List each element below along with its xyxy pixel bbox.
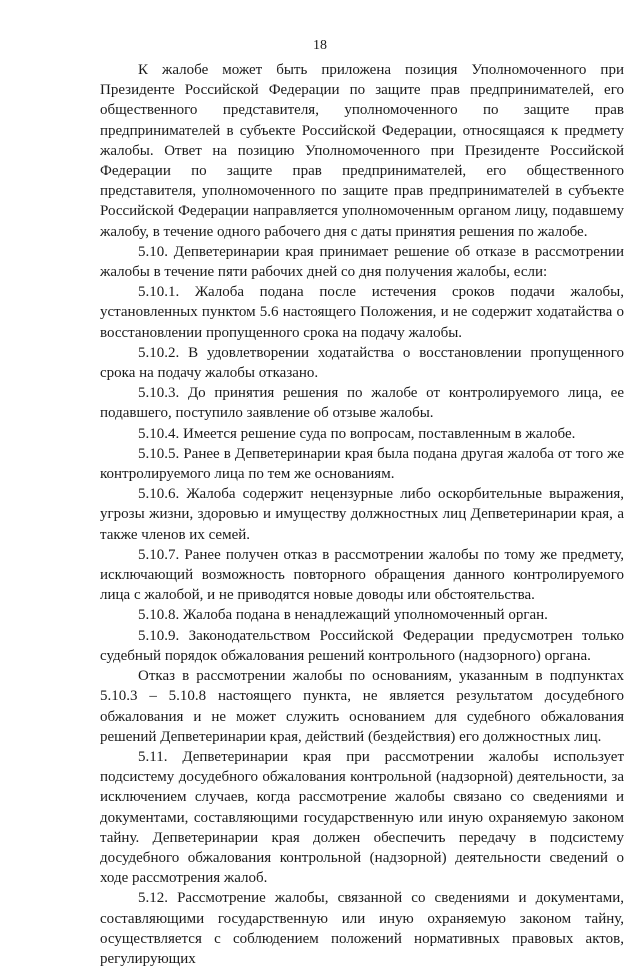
paragraph-5-10-5: 5.10.5. Ранее в Депветеринарии края была подана другая жалоба от того же контролируемого лица по тем же основаниям.: [100, 445, 624, 483]
paragraph-5-10-9: 5.10.9. Законодательством Российской Федерации предусмотрен только судебный порядок обжалования решений контрольного (надзорного) органа.: [100, 627, 624, 664]
paragraph-refusal-note: Отказ в рассмотрении жалобы по основаниям, указанным в подпунктах 5.10.3 – 5.10.8 настоящего пункта, не является результатом досудебного обжалования и не может служить основанием для судебного обжалования решений Депветеринарии края, действий (бездействия) его должностных лиц.: [100, 668, 624, 745]
paragraph-5-10-2: 5.10.2. В удовлетворении ходатайства о восстановлении пропущенного срока на подачу жалобы отказано.: [100, 344, 624, 382]
paragraph-5-10: 5.10. Депветеринарии края принимает решение об отказе в рассмотрении жалобы в течение пяти рабочих дней со дня получения жалобы, если:: [100, 243, 624, 281]
paragraph-5-12: 5.12. Рассмотрение жалобы, связанной со сведениями и документами, составляющими государственную или иную охраняемую законом тайну, осуществляется с соблюдением положений нормативных правовых актов, регулирующих: [100, 890, 624, 967]
document-body: [100, 60, 624, 969]
paragraph-5-10-3: 5.10.3. До принятия решения по жалобе от контролируемого лица, ее подавшего, поступило заявление об отзыве жалобы.: [100, 385, 624, 422]
paragraph-5-10-1: 5.10.1. Жалоба подана после истечения сроков подачи жалобы, установленных пунктом 5.6 настоящего Положения, и не содержит ходатайства о восстановлении пропущенного срока на подачу жалобы.: [100, 284, 624, 341]
paragraph-5-10-7: 5.10.7. Ранее получен отказ в рассмотрении жалобы по тому же предмету, исключающий возможность повторного обращения данного контролируемого лица с жалобой, и не приводятся новые доводы или обстоятельства.: [100, 546, 624, 604]
paragraph-5-10-6: 5.10.6. Жалоба содержит нецензурные либо оскорбительные выражения, угрозы жизни, здоровью и имуществу должностных лиц Депветеринарии края, а также членов их семей.: [100, 486, 624, 543]
paragraph-5-11: 5.11. Депветеринарии края при рассмотрении жалобы использует подсистему досудебного обжалования контрольной (надзорной) деятельности, за исключением случаев, когда рассмотрение жалобы связано со сведениями и документами, составляющими государственную или иную охраняемую законом тайну. Депветеринарии края должен обеспечить передачу в подсистему досудебного обжалования контрольной (надзорной) деятельности сведений о ходе рассмотрения жалоб.: [100, 748, 624, 887]
paragraph-5-10-4: 5.10.4. Имеется решение суда по вопросам, поставленным в жалобе.: [138, 425, 576, 442]
paragraph-5-10-8: 5.10.8. Жалоба подана в ненадлежащий уполномоченный орган.: [138, 607, 548, 624]
page-number: 18: [313, 38, 327, 53]
paragraph-attachment-position: К жалобе может быть приложена позиция Уполномоченного при Президенте Российской Федерации по защите прав предпринимателей, его общественного представителя, уполномоченного по защите прав предпринимателей в субъекте Российской Федерации, относящаяся к предмету жалобы. Ответ на позицию Уполномоченного при Президенте Российской Федерации по защите прав предпринимателей, его общественного представителя, уполномоченного по защите прав предпринимателей в субъекте Российской Федерации направляется уполномоченным органом лицу, подавшему жалобу, в течение одного рабочего дня с даты принятия решения по жалобе.: [100, 62, 624, 240]
